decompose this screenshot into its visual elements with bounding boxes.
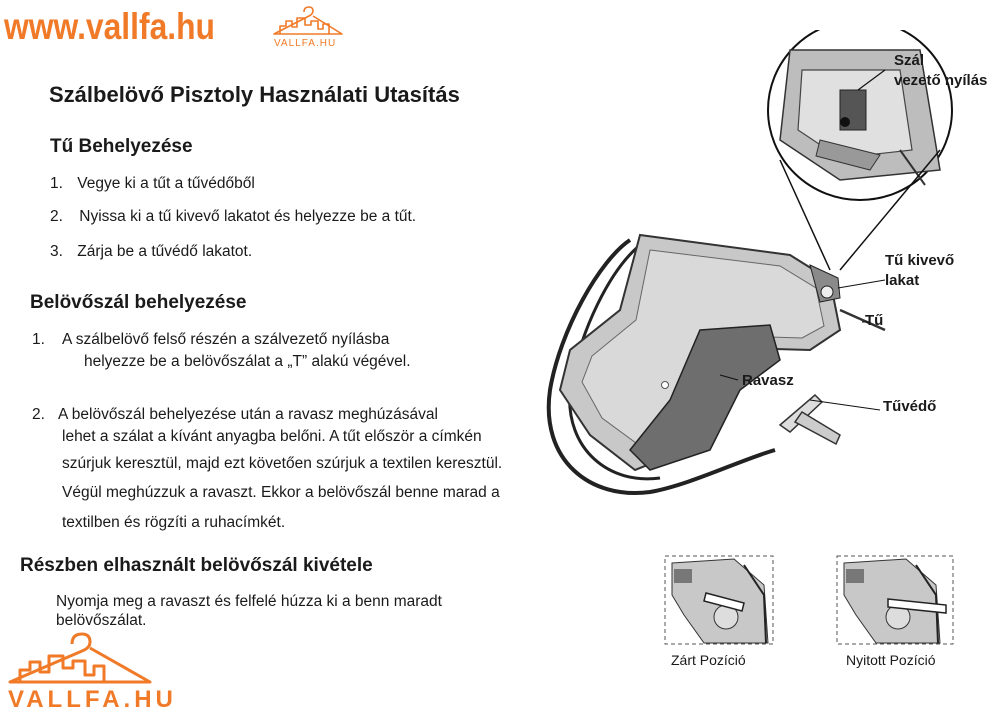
label-needle-lock-line1: Tű kivevő xyxy=(885,252,955,269)
page-title: Szálbelövő Pisztoly Használati Utasítás xyxy=(49,82,460,107)
label-thread-slot-line1: Szál xyxy=(894,52,925,69)
list-text: Zárja be a tűvédő lakatot. xyxy=(77,243,253,260)
label-thread-slot-line2: vezető nyílás xyxy=(894,72,988,89)
label-needle: Tű xyxy=(865,312,884,329)
closed-position-diagram xyxy=(664,555,774,645)
section-heading-needle: Tű Behelyezése xyxy=(50,136,193,157)
caption-closed-position: Zárt Pozíció xyxy=(671,652,746,668)
list-text: Nyissa ki a tű kivevő lakatot és helyezze be a tűt. xyxy=(79,208,417,225)
list-text: lehet a szálat a kívánt anyagba belőni. A tűt először a címkén xyxy=(62,428,482,445)
list-number: 2. xyxy=(50,208,63,225)
list-number: 2. xyxy=(32,406,45,423)
paragraph-text: Nyomja meg a ravaszt és felfelé húzza ki a benn maradt xyxy=(56,593,442,610)
list-text: helyezze be a belövőszálat a „T” alakú végével. xyxy=(84,353,411,370)
hanger-city-icon xyxy=(0,630,160,690)
label-trigger: Ravasz xyxy=(742,372,794,389)
logo-text: VALLFA.HU xyxy=(8,686,177,713)
section-heading-thread: Belövőszál behelyezése xyxy=(30,292,247,313)
list-number: 1. xyxy=(32,331,45,348)
list-number: 3. xyxy=(50,243,63,260)
caption-open-position: Nyitott Pozíció xyxy=(846,652,936,668)
list-item xyxy=(50,207,416,227)
logo-text: VALLFA.HU xyxy=(274,38,337,49)
paragraph-text: belövőszálat. xyxy=(56,612,147,629)
vallfa-logo-small xyxy=(268,4,348,52)
list-item xyxy=(50,242,252,262)
list-text: textilben és rögzíti a ruhacímkét. xyxy=(62,514,286,531)
zoom-detail xyxy=(768,30,952,200)
section-heading-removal: Részben elhasznált belövőszál kivétele xyxy=(20,555,373,576)
site-url: www.vallfa.hu xyxy=(4,6,215,47)
list-number: 1. xyxy=(50,175,63,192)
vallfa-logo-large xyxy=(0,630,177,724)
list-item xyxy=(50,174,255,194)
list-text: A belövőszál behelyezése után a ravasz meghúzásával xyxy=(58,406,438,423)
label-needle-guard: Tűvédő xyxy=(883,398,937,415)
list-text: Vegye ki a tűt a tűvédőből xyxy=(77,175,255,192)
needle-guard xyxy=(780,395,840,444)
list-text: szúrjuk keresztül, majd ezt követően szúrjuk a textilen keresztül. xyxy=(62,455,503,472)
open-position-diagram xyxy=(836,555,954,645)
list-text: A szálbelövő felső részén a szálvezető nyílásba xyxy=(62,331,390,348)
label-needle-lock-line2: lakat xyxy=(885,272,920,289)
list-text: Végül meghúzzuk a ravaszt. Ekkor a belövőszál benne marad a xyxy=(62,484,500,501)
